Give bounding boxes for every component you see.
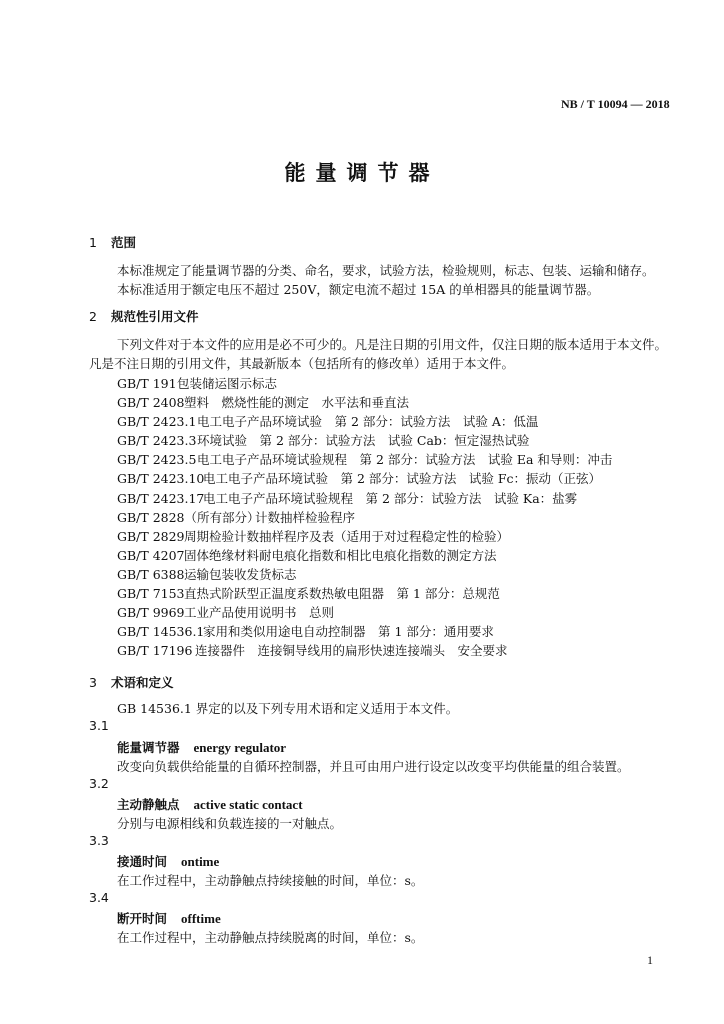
term-definition: 分别与电源相线和负载连接的一对触点。 <box>117 816 343 831</box>
term-heading <box>117 795 303 813</box>
reference-code: GB/T 4207 <box>117 548 185 563</box>
standard-number: NB / T 10094 — 2018 <box>561 97 670 111</box>
term-en: offtime <box>181 911 221 926</box>
section-number: 3 <box>89 675 97 690</box>
reference-code: GB/T 17196 <box>117 643 193 658</box>
reference-item <box>117 603 334 621</box>
reference-title: 计数抽样检验程序 <box>255 510 356 525</box>
section-1-heading <box>89 233 136 251</box>
reference-code: GB/T 2408 <box>117 395 185 410</box>
reference-item <box>117 412 538 430</box>
reference-title: 周期检验计数抽样程序及表（适用于对过程稳定性的检验） <box>184 529 510 544</box>
reference-title: 电工电子产品环境试验规程 第 2 部分：试验方法 试验 Ea 和导则：冲击 <box>197 452 613 467</box>
reference-title: 直热式阶跃型正温度系数热敏电阻器 第 1 部分：总规范 <box>184 586 500 601</box>
term-en: energy regulator <box>193 740 287 755</box>
document-title: 能量调节器 <box>284 161 440 185</box>
reference-title: 连接器件 连接铜导线用的扁形快速连接端头 安全要求 <box>195 643 508 658</box>
section-2-heading <box>89 307 198 325</box>
reference-item <box>117 584 500 602</box>
reference-title: 家用和类似用途电自动控制器 第 1 部分：通用要求 <box>203 624 494 639</box>
reference-title: 电工电子产品环境试验规程 第 2 部分：试验方法 试验 Ka：盐雾 <box>203 491 578 506</box>
reference-code: GB/T 6388 <box>117 567 185 582</box>
subsection-number: 3.2 <box>89 776 109 791</box>
reference-item <box>117 641 508 659</box>
reference-title: 电工电子产品环境试验 第 2 部分：试验方法 试验 A：低温 <box>197 414 539 429</box>
reference-item <box>117 469 601 487</box>
reference-title: 电工电子产品环境试验 第 2 部分：试验方法 试验 Fc：振动（正弦） <box>203 471 602 486</box>
paragraph: 本标准规定了能量调节器的分类、命名，要求，试验方法，检验规则，标志、包装、运输和储存。 <box>117 263 655 278</box>
section-title: 规范性引用文件 <box>110 309 199 324</box>
term-heading <box>117 738 286 756</box>
reference-item <box>117 622 494 640</box>
term-zh: 接通时间 <box>117 854 168 869</box>
subsection-number: 3.1 <box>89 718 109 733</box>
reference-title: 包装储运图示标志 <box>177 376 278 391</box>
section-number: 1 <box>89 235 97 250</box>
reference-item <box>117 565 297 583</box>
reference-code: GB/T 2423.1 <box>117 414 197 429</box>
reference-code: GB/T 2423.17 <box>117 491 205 506</box>
reference-title: 固体绝缘材料耐电痕化指数和相比电痕化指数的测定方法 <box>184 548 497 563</box>
paragraph: 凡是不注日期的引用文件，其最新版本（包括所有的修改单）适用于本文件。 <box>89 356 515 371</box>
reference-code: GB/T 2423.10 <box>117 471 205 486</box>
subsection-number: 3.3 <box>89 833 109 848</box>
term-definition: 改变向负载供给能量的自循环控制器，并且可由用户进行设定以改变平均供能量的组合装置。 <box>117 759 630 774</box>
reference-code: GB/T 2423.3 <box>117 433 197 448</box>
term-definition: 在工作过程中，主动静触点持续脱离的时间，单位：s。 <box>117 930 424 945</box>
reference-item <box>117 546 497 564</box>
reference-code: GB/T 2829 <box>117 529 185 544</box>
term-zh: 能量调节器 <box>117 740 180 755</box>
reference-code: GB/T 191 <box>117 376 177 391</box>
paragraph: GB 14536.1 界定的以及下列专用术语和定义适用于本文件。 <box>117 701 459 716</box>
subsection-number: 3.4 <box>89 890 109 905</box>
reference-item <box>117 489 577 507</box>
section-title: 术语和定义 <box>110 675 174 690</box>
reference-code: GB/T 2423.5 <box>117 452 197 467</box>
term-heading <box>117 909 221 927</box>
reference-title: 环境试验 第 2 部分：试验方法 试验 Cab：恒定湿热试验 <box>197 433 530 448</box>
term-zh: 主动静触点 <box>117 797 180 812</box>
reference-item <box>117 431 529 449</box>
reference-code: GB/T 14536.1 <box>117 624 205 639</box>
reference-title: 工业产品使用说明书 总则 <box>184 605 335 620</box>
term-en: ontime <box>181 854 220 869</box>
term-en: active static contact <box>193 797 303 812</box>
reference-code: GB/T 9969 <box>117 605 185 620</box>
reference-title: 塑料 燃烧性能的测定 水平法和垂直法 <box>184 395 410 410</box>
reference-item <box>117 527 509 545</box>
section-number: 2 <box>89 309 97 324</box>
reference-code: GB/T 7153 <box>117 586 185 601</box>
term-definition: 在工作过程中，主动静触点持续接触的时间，单位：s。 <box>117 873 424 888</box>
term-zh: 断开时间 <box>117 911 168 926</box>
reference-title: 运输包装收发货标志 <box>184 567 297 582</box>
reference-item <box>117 393 409 411</box>
term-heading <box>117 852 219 870</box>
section-3-heading <box>89 673 173 691</box>
reference-code: GB/T 2828（所有部分） <box>117 510 260 525</box>
section-title: 范围 <box>110 235 136 250</box>
reference-item <box>117 374 277 392</box>
paragraph: 下列文件对于本文件的应用是必不可少的。凡是注日期的引用文件，仅注日期的版本适用于本文件。 <box>117 337 668 352</box>
reference-item <box>117 508 355 526</box>
page-number: 1 <box>647 953 653 967</box>
reference-item <box>117 450 612 468</box>
paragraph: 本标准适用于额定电压不超过 250V，额定电流不超过 15A 的单相器具的能量调节器。 <box>117 282 600 297</box>
